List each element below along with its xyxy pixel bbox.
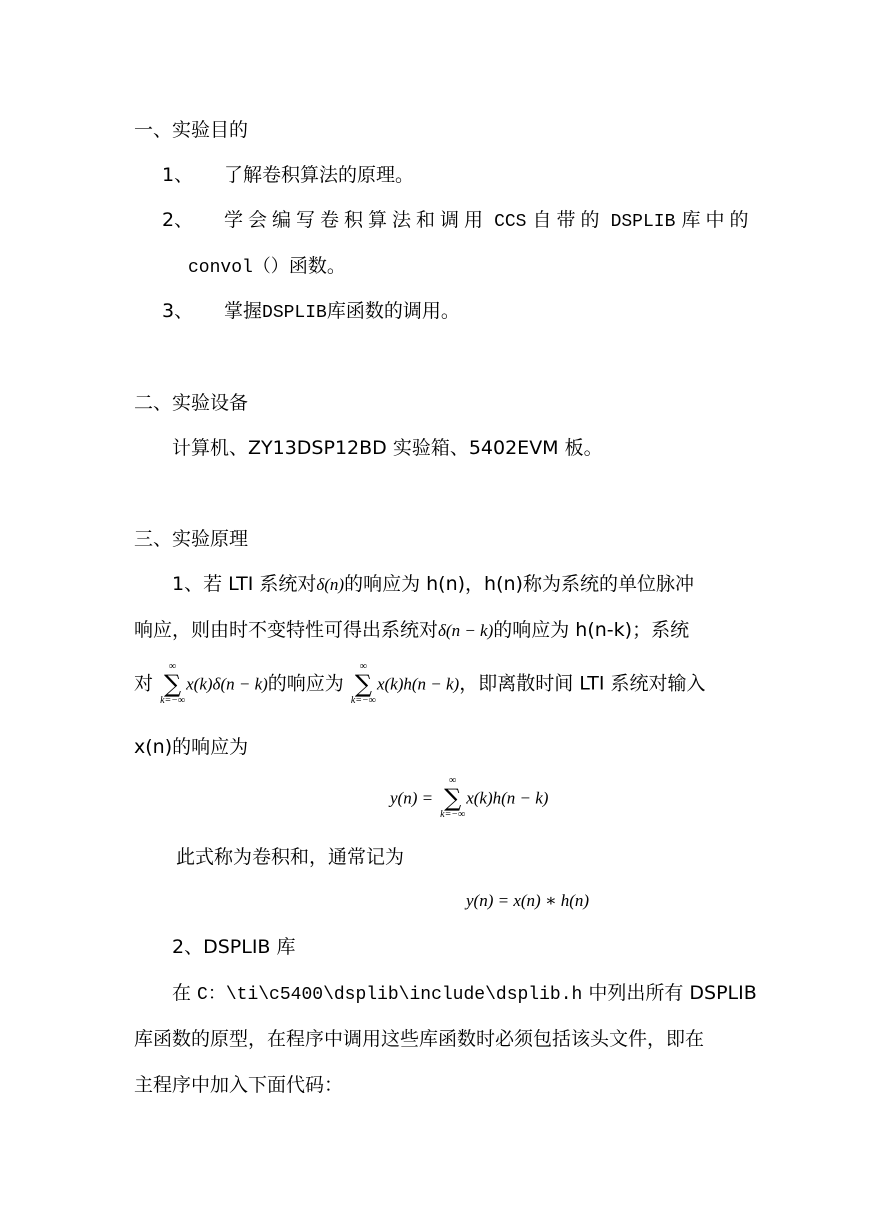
list-number: 1、 xyxy=(162,164,194,186)
body-text: 的响应为 h(n-k)；系统 xyxy=(493,619,690,641)
list-text: 学会编写卷积算法和调用 xyxy=(224,209,489,231)
math-delta-n-k: δ(n − k) xyxy=(438,621,494,640)
sigma-symbol: ∑ xyxy=(354,670,372,698)
list-text: 自带的 xyxy=(532,209,605,231)
paragraph-line: 此式称为卷积和，通常记为 xyxy=(176,846,405,868)
file-path: C：\ti\c5400\dsplib\include\dsplib.h xyxy=(197,985,583,1005)
body-text: 在 xyxy=(172,982,198,1004)
code-text: DSPLIB xyxy=(610,212,676,232)
math-delta-n: δ(n) xyxy=(316,575,345,594)
sum-upper-limit: ∞ xyxy=(169,661,177,672)
list-item-1 xyxy=(162,166,414,185)
sum-lower-limit: k=−∞ xyxy=(350,695,376,706)
paragraph-line: 库函数的原型，在程序中调用这些库函数时必须包括该头文件，即在 xyxy=(134,1028,705,1050)
paragraph-line xyxy=(172,984,757,1004)
list-item-3 xyxy=(162,302,460,322)
list-text: 库中的 xyxy=(681,209,754,231)
body-text: ，即离散时间 LTI 系统对输入 xyxy=(459,672,706,695)
sigma-symbol: ∑ xyxy=(444,784,462,812)
equation-convolution-notation: y(n) = x(n) ∗ h(n) xyxy=(466,891,590,910)
paragraph-line: x(n)的响应为 xyxy=(134,736,249,758)
paragraph-line xyxy=(134,662,705,706)
equation-rhs: x(k)h(n − k) xyxy=(466,788,549,808)
sum-lower-limit: k=−∞ xyxy=(160,695,186,706)
code-text: DSPLIB xyxy=(262,303,327,323)
body-text: 响应，则由时不变特性可得出系统对 xyxy=(134,619,439,641)
list-number: 3、 xyxy=(162,300,194,322)
list-text: 了解卷积算法的原理。 xyxy=(224,164,415,186)
body-text: 的响应为 xyxy=(267,672,344,695)
section-heading-principle: 三、实验原理 xyxy=(134,528,249,550)
section-heading-purpose: 一、实验目的 xyxy=(134,119,249,141)
summation xyxy=(351,662,376,706)
list-item-2 xyxy=(162,211,753,231)
list-text: 函数。 xyxy=(288,255,346,277)
body-text: 的响应为 h(n)，h(n)称为系统的单位脉冲 xyxy=(344,573,694,595)
list-text: 掌握 xyxy=(224,300,263,322)
body-text: 对 xyxy=(134,672,154,695)
sum-upper-limit: ∞ xyxy=(359,661,367,672)
sigma-symbol: ∑ xyxy=(164,670,182,698)
body-text: 1、若 LTI 系统对 xyxy=(172,573,317,595)
paragraph-line xyxy=(134,621,689,640)
list-item-2-continuation xyxy=(188,257,346,277)
sum-lower-limit: k=−∞ xyxy=(440,809,466,820)
list-text: 库函数的调用。 xyxy=(326,300,460,322)
equipment-text: 计算机、ZY13DSP12BD 实验箱、5402EVM 板。 xyxy=(172,437,603,459)
math-sum-term: x(k)δ(n − k) xyxy=(186,674,268,694)
summation xyxy=(160,662,185,706)
section-heading-equipment: 二、实验设备 xyxy=(134,392,249,414)
list-number: 2、 xyxy=(162,209,194,231)
sum-upper-limit: ∞ xyxy=(449,775,457,786)
summation xyxy=(440,776,465,820)
code-text: CCS xyxy=(494,212,527,232)
equation-lhs: y(n) = xyxy=(390,788,434,808)
paragraph-line: 主程序中加入下面代码： xyxy=(134,1074,344,1096)
code-text: convol（） xyxy=(188,258,289,278)
paragraph-line xyxy=(172,575,694,594)
equation-convolution-sum xyxy=(390,776,548,820)
subsection-heading-dsplib: 2、DSPLIB 库 xyxy=(172,936,296,958)
math-sum-term: x(k)h(n − k) xyxy=(376,674,460,694)
body-text: 中列出所有 DSPLIB xyxy=(582,982,757,1004)
